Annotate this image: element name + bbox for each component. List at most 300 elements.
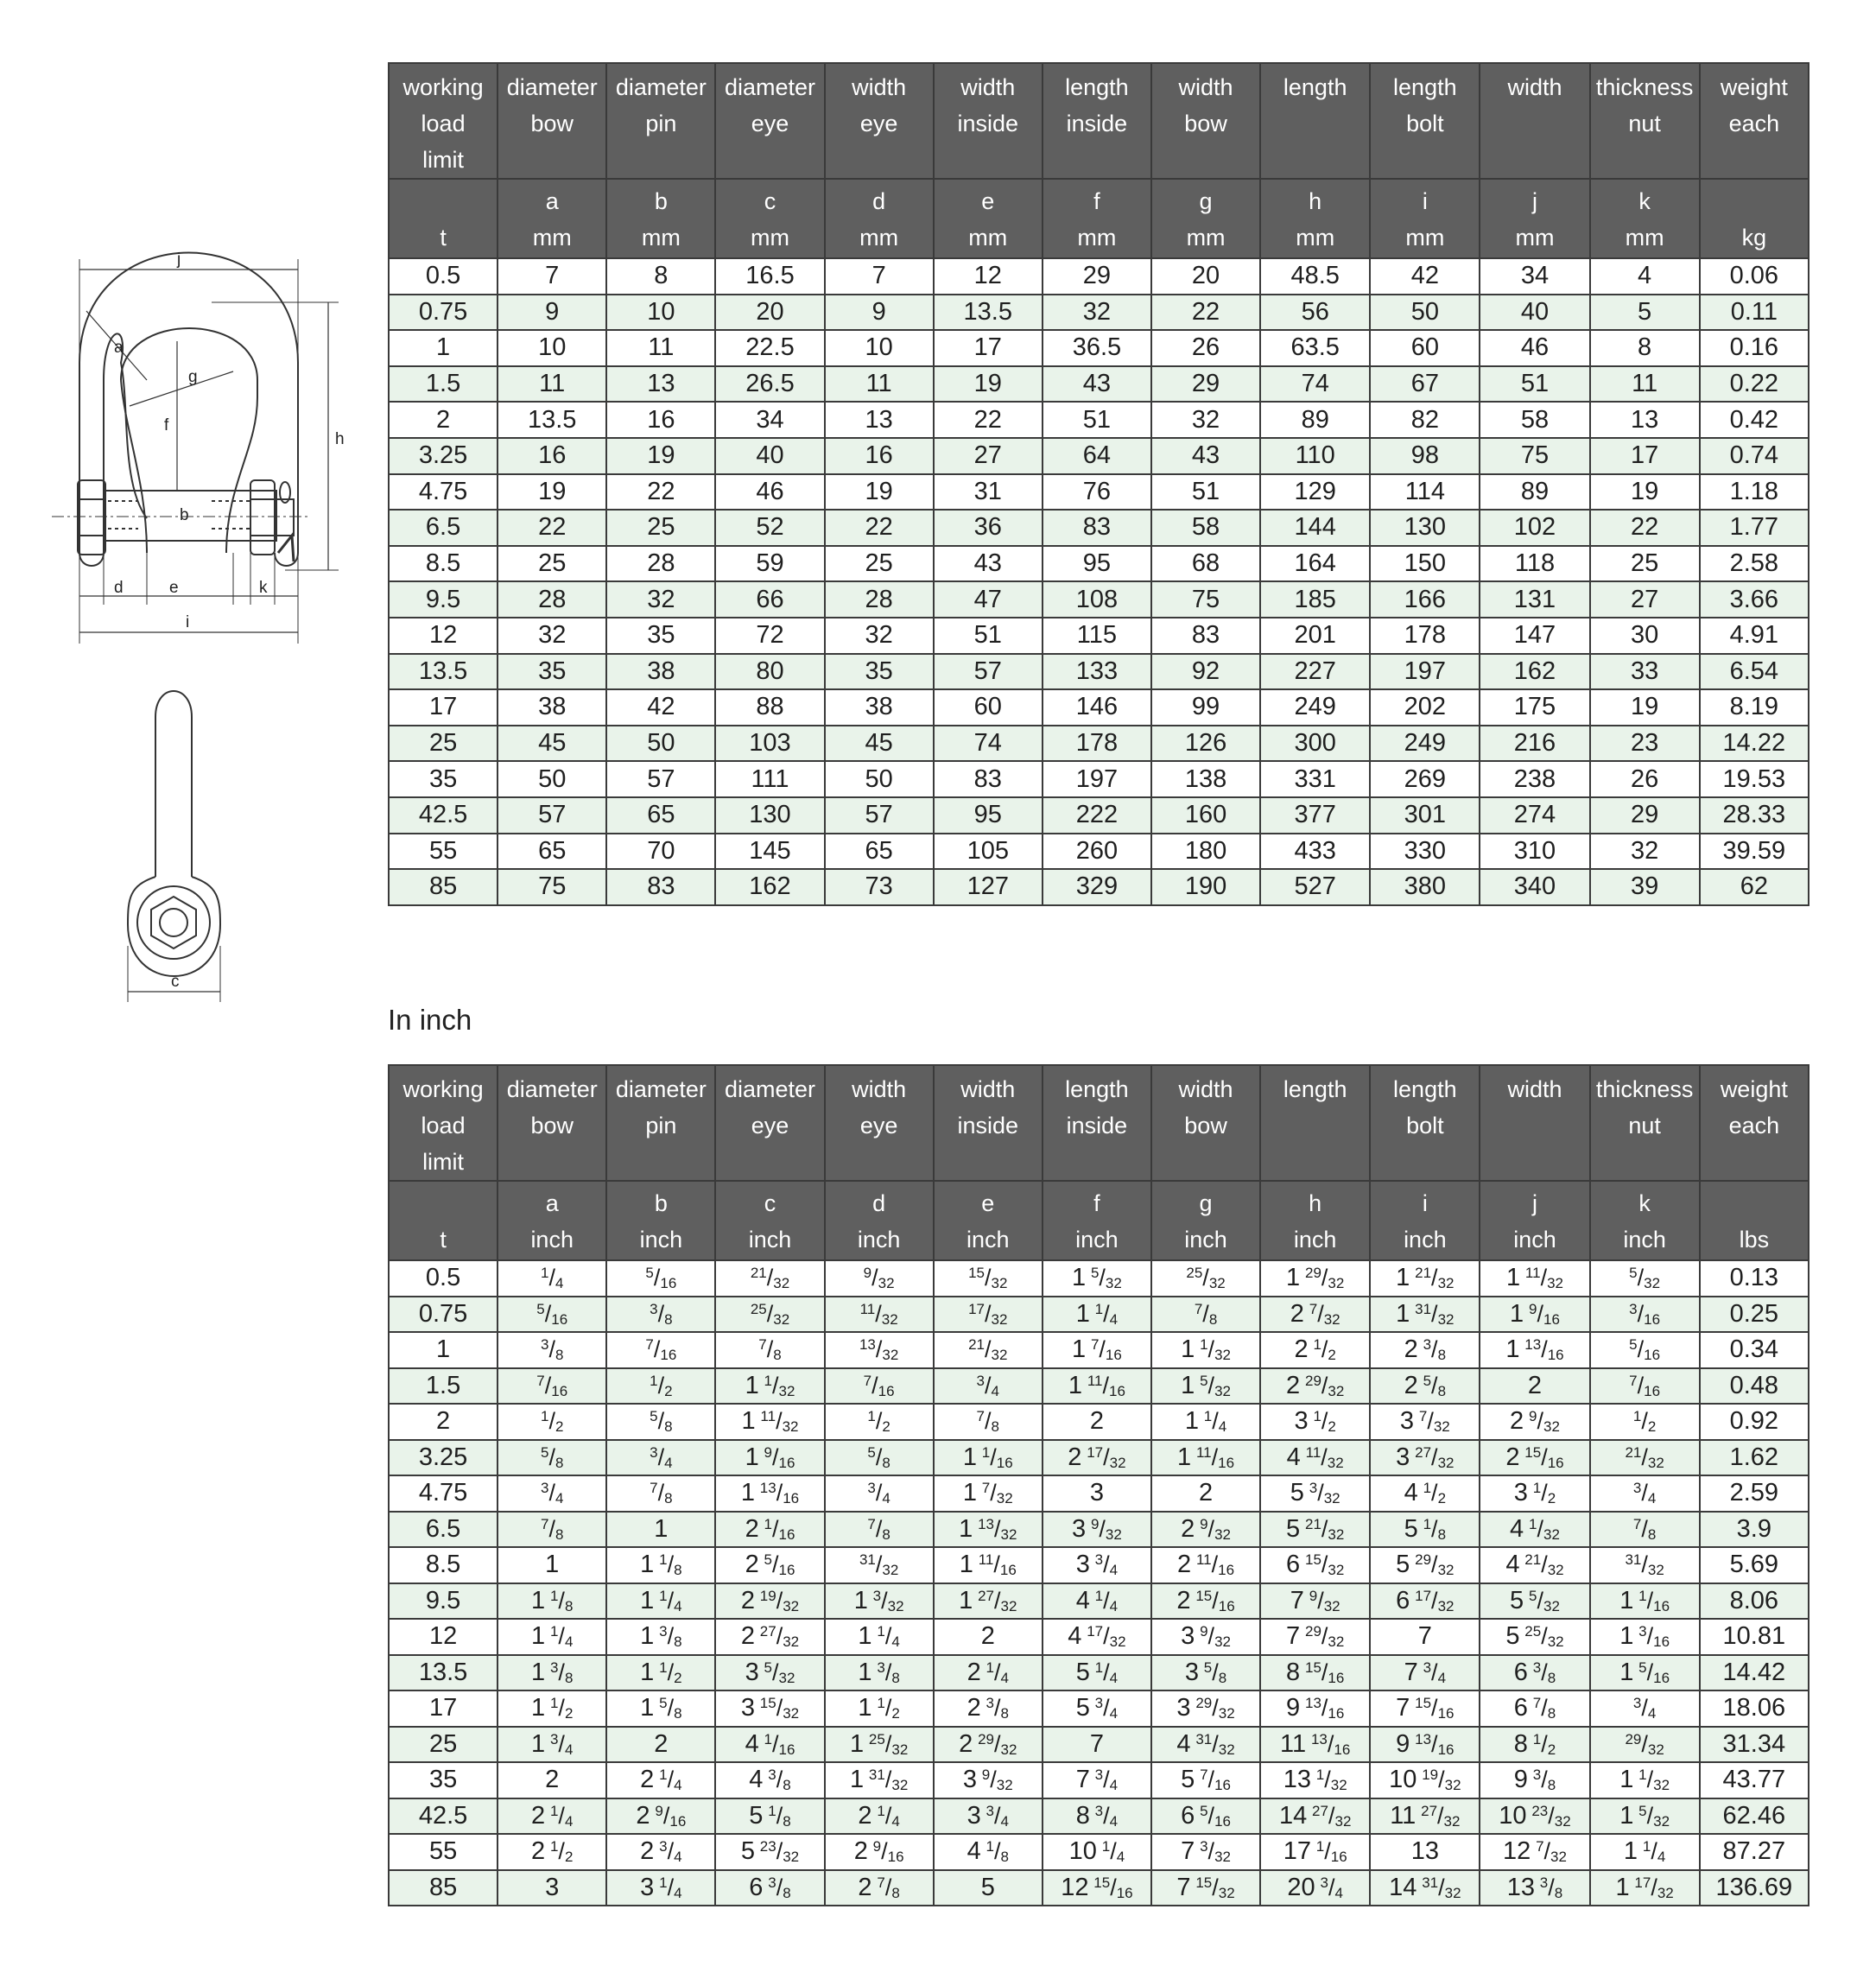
table-cell: 89 (1260, 402, 1370, 438)
table-cell: 7 $^{15}/_{16}$ (1370, 1690, 1480, 1727)
table-cell: 1 $^1/_4$ (1151, 1404, 1260, 1440)
column-letter: d (872, 1190, 886, 1216)
table-cell: 8.19 (1700, 689, 1809, 726)
column-unit (498, 179, 606, 258)
table-cell: 31.34 (1700, 1727, 1809, 1763)
table-cell: 7 $^3/_{32}$ (1151, 1834, 1260, 1870)
column-unit (1480, 179, 1589, 258)
column-title (606, 63, 715, 179)
table-cell: 2 (606, 1727, 715, 1763)
table-cell: 178 (1370, 618, 1480, 654)
table-cell: 22 (1151, 295, 1260, 331)
column-unit (1260, 1181, 1370, 1260)
table-cell: 4 $^1/_{16}$ (715, 1727, 824, 1763)
table-cell: 1 $^{31}/_{32}$ (1370, 1297, 1480, 1333)
table-cell: 3 (498, 1870, 606, 1906)
table-cell: 527 (1260, 869, 1370, 905)
table-cell: 2 $^1/_2$ (1260, 1332, 1370, 1368)
table-cell: 103 (715, 726, 824, 762)
table-cell: 7 (498, 258, 606, 295)
table-cell: 7 $^3/_4$ (1043, 1762, 1151, 1798)
table-cell: 5 $^{29}/_{32}$ (1370, 1547, 1480, 1583)
table-cell: 32 (1590, 834, 1700, 870)
column-title-line: diameter (724, 1076, 816, 1102)
table-cell: 2 $^9/_{32}$ (1480, 1404, 1589, 1440)
table-cell: 47 (934, 581, 1043, 618)
table-cell: 40 (1480, 295, 1589, 331)
table-cell: 20 (715, 295, 824, 331)
column-title (825, 1065, 934, 1181)
table-row (389, 869, 1809, 905)
table-cell: 25 (389, 726, 498, 762)
table-cell: 4 $^1/_2$ (1370, 1475, 1480, 1512)
table-cell: 83 (934, 761, 1043, 797)
column-letter: d (872, 188, 886, 214)
table-cell: 110 (1260, 438, 1370, 474)
table-cell: 144 (1260, 510, 1370, 546)
table-cell: 83 (1043, 510, 1151, 546)
table-cell: 1 $^1/_{32}$ (1590, 1762, 1700, 1798)
column-letter: f (1093, 1190, 1100, 1216)
table-row (389, 1440, 1809, 1476)
table-cell: 5 $^3/_{32}$ (1260, 1475, 1370, 1512)
column-unit (1590, 1181, 1700, 1260)
table-cell: 2 $^1/_4$ (606, 1762, 715, 1798)
column-letter: i (1422, 188, 1428, 214)
column-unit (606, 1181, 715, 1260)
table-cell: 130 (715, 797, 824, 834)
table-cell: 2 $^3/_8$ (934, 1690, 1043, 1727)
dimension-table-imperial (388, 1064, 1809, 1906)
table-row (389, 258, 1809, 295)
table-row (389, 402, 1809, 438)
table-cell: 12 $^7/_{32}$ (1480, 1834, 1589, 1870)
table-cell: $^{17}/_{32}$ (934, 1297, 1043, 1333)
table-cell: 22 (1590, 510, 1700, 546)
table-cell: 5 $^{25}/_{32}$ (1480, 1619, 1589, 1655)
table-cell: 85 (389, 869, 498, 905)
table-cell: 2 $^1/_4$ (498, 1798, 606, 1835)
table-cell: 80 (715, 654, 824, 690)
table-cell: 57 (825, 797, 934, 834)
column-unit (715, 1181, 824, 1260)
table-cell: 126 (1151, 726, 1260, 762)
table-cell: 377 (1260, 797, 1370, 834)
table-cell: 102 (1480, 510, 1589, 546)
table-cell: 11 (825, 366, 934, 403)
table-cell: 331 (1260, 761, 1370, 797)
table-cell: 9 (825, 295, 934, 331)
column-title-line: eye (751, 111, 789, 136)
column-title (715, 63, 824, 179)
column-title (1590, 1065, 1700, 1181)
column-unit-label: mm (1296, 225, 1335, 251)
table-row (389, 797, 1809, 834)
table-cell: 1 $^9/_{16}$ (1480, 1297, 1589, 1333)
table-cell: 2 $^1/_4$ (934, 1655, 1043, 1691)
table-cell: 2 (389, 1404, 498, 1440)
column-title-line: inside (957, 111, 1019, 136)
table-cell: 7 (1370, 1619, 1480, 1655)
table-cell: $^1/_2$ (1590, 1404, 1700, 1440)
side-view-outline (155, 691, 192, 877)
table-cell: 14 $^{31}/_{32}$ (1370, 1870, 1480, 1906)
column-title-line: load (421, 1113, 466, 1139)
column-letter: h (1309, 1190, 1322, 1216)
column-title-line: width (960, 1076, 1016, 1102)
table-cell: 4 $^1/_8$ (934, 1834, 1043, 1870)
table-cell: 105 (934, 834, 1043, 870)
column-title-line: diameter (615, 74, 707, 100)
column-unit (934, 179, 1043, 258)
table-cell: 25 (389, 1727, 498, 1763)
table-row (389, 1368, 1809, 1405)
table-cell: 5 $^1/_4$ (1043, 1655, 1151, 1691)
table-cell: 83 (606, 869, 715, 905)
column-unit-label: t (440, 225, 447, 251)
table-cell: 8.5 (389, 546, 498, 582)
table-cell: 9.5 (389, 581, 498, 618)
table-cell: 2 $^9/_{32}$ (1151, 1512, 1260, 1548)
table-cell: 27 (934, 438, 1043, 474)
table-cell: 108 (1043, 581, 1151, 618)
table-cell: 16.5 (715, 258, 824, 295)
table-cell: 55 (389, 834, 498, 870)
table-cell: 166 (1370, 581, 1480, 618)
table-cell: 6 $^{17}/_{32}$ (1370, 1583, 1480, 1620)
table-cell: 17 (1590, 438, 1700, 474)
table-cell: 1 $^1/_{16}$ (1590, 1583, 1700, 1620)
table-header-units (389, 1181, 1809, 1260)
table-cell: 1 $^1/_2$ (825, 1690, 934, 1727)
table-cell: $^{31}/_{32}$ (825, 1547, 934, 1583)
table-cell: 19 (1590, 689, 1700, 726)
column-title (1370, 63, 1480, 179)
column-unit (606, 179, 715, 258)
table-cell: 58 (1151, 510, 1260, 546)
bolt-end (275, 499, 294, 536)
column-title (1370, 1065, 1480, 1181)
table-cell: 43 (1043, 366, 1151, 403)
column-title-line: length (1393, 74, 1457, 100)
table-cell: $^5/_{32}$ (1590, 1260, 1700, 1297)
table-cell: 64 (1043, 438, 1151, 474)
column-title-line: weight (1720, 74, 1788, 100)
column-unit-label: mm (1405, 225, 1445, 251)
table-cell: 66 (715, 581, 824, 618)
column-title (715, 1065, 824, 1181)
column-title (1043, 63, 1151, 179)
column-unit (1151, 1181, 1260, 1260)
column-title (1700, 1065, 1809, 1181)
table-cell: 3 $^1/_4$ (606, 1870, 715, 1906)
table-cell: 46 (715, 474, 824, 511)
column-unit-label: inch (530, 1227, 574, 1253)
label-b: b (180, 506, 189, 524)
table-cell: 3.25 (389, 438, 498, 474)
column-title-line: working (402, 1076, 484, 1102)
table-cell: 2 $^{27}/_{32}$ (715, 1619, 824, 1655)
column-unit (1370, 1181, 1480, 1260)
table-cell: 40 (715, 438, 824, 474)
table-cell: 68 (1151, 546, 1260, 582)
table-cell: $^{13}/_{32}$ (825, 1332, 934, 1368)
table-cell: 8 $^1/_2$ (1480, 1727, 1589, 1763)
table-cell: 0.48 (1700, 1368, 1809, 1405)
table-row (389, 474, 1809, 511)
table-cell: 23 (1590, 726, 1700, 762)
column-title-line: width (1178, 1076, 1233, 1102)
table-cell: $^7/_8$ (934, 1404, 1043, 1440)
table-cell: 57 (498, 797, 606, 834)
table-cell: 34 (715, 402, 824, 438)
column-unit-label: mm (968, 225, 1008, 251)
table-cell: $^7/_8$ (825, 1512, 934, 1548)
table-cell: 0.74 (1700, 438, 1809, 474)
column-unit-label: mm (1625, 225, 1664, 251)
table-cell: 4.75 (389, 474, 498, 511)
column-title-line: length (1283, 1076, 1347, 1102)
table-cell: 1 $^1/_4$ (1043, 1297, 1151, 1333)
table-cell: 32 (606, 581, 715, 618)
column-title-line: nut (1628, 1113, 1661, 1139)
table-row (389, 1297, 1809, 1333)
table-cell: 0.42 (1700, 402, 1809, 438)
table-cell: 3 $^5/_{32}$ (715, 1655, 824, 1691)
table-cell: 1 $^{17}/_{32}$ (1590, 1870, 1700, 1906)
table-cell: 32 (825, 618, 934, 654)
table-cell: 17 $^1/_{16}$ (1260, 1834, 1370, 1870)
table-cell: 65 (606, 797, 715, 834)
table-cell: 162 (715, 869, 824, 905)
column-unit-label: kg (1741, 225, 1767, 251)
shackle-diagram-svg (0, 0, 380, 1037)
table-cell: 16 (606, 402, 715, 438)
dimension-table-metric (388, 62, 1809, 906)
table-cell: 111 (715, 761, 824, 797)
table-cell: 2 $^7/_8$ (825, 1870, 934, 1906)
table-row (389, 1583, 1809, 1620)
table-cell: $^1/_2$ (498, 1404, 606, 1440)
table-cell: 301 (1370, 797, 1480, 834)
column-letter (390, 183, 497, 219)
table-cell: 2 $^3/_8$ (1370, 1332, 1480, 1368)
column-title-line: thickness (1595, 74, 1694, 100)
column-title (825, 63, 934, 179)
column-title-line: width (852, 1076, 907, 1102)
table-cell: 1 $^{11}/_{16}$ (934, 1547, 1043, 1583)
table-cell: 115 (1043, 618, 1151, 654)
table-cell: 2 (1151, 1475, 1260, 1512)
table-cell: 25 (498, 546, 606, 582)
table-cell: 1 $^3/_8$ (606, 1619, 715, 1655)
table-cell: 2 $^5/_{16}$ (715, 1547, 824, 1583)
column-title-line: working (402, 74, 484, 100)
table-row (389, 1690, 1809, 1727)
column-unit (498, 1181, 606, 1260)
table-cell: 32 (498, 618, 606, 654)
table-cell: $^3/_4$ (825, 1475, 934, 1512)
table-cell: 3 $^{27}/_{32}$ (1370, 1440, 1480, 1476)
table-cell: 65 (825, 834, 934, 870)
table-cell: 13 (1370, 1834, 1480, 1870)
column-title-line: eye (751, 1113, 789, 1139)
table-cell: 2 $^{17}/_{32}$ (1043, 1440, 1151, 1476)
table-cell: 12 (934, 258, 1043, 295)
column-title-line: eye (859, 1113, 898, 1139)
table-cell: $^5/_8$ (825, 1440, 934, 1476)
table-cell: 3 (1043, 1475, 1151, 1512)
column-title (1043, 1065, 1151, 1181)
table-cell: 178 (1043, 726, 1151, 762)
column-letter: a (545, 188, 559, 214)
column-unit-label: inch (639, 1227, 683, 1253)
table-cell: 42.5 (389, 1798, 498, 1835)
table-cell: 59 (715, 546, 824, 582)
table-cell: 70 (606, 834, 715, 870)
table-cell: 67 (1370, 366, 1480, 403)
table-cell: 0.5 (389, 1260, 498, 1297)
table-cell: 2 (389, 402, 498, 438)
table-cell: 2 $^{11}/_{16}$ (1151, 1547, 1260, 1583)
column-title-line: diameter (724, 74, 816, 100)
column-unit-label: mm (1077, 225, 1117, 251)
table-cell: 19 (934, 366, 1043, 403)
table-cell: 145 (715, 834, 824, 870)
table-cell: $^{11}/_{32}$ (825, 1297, 934, 1333)
table-cell: 118 (1480, 546, 1589, 582)
column-title-line: width (960, 74, 1016, 100)
table-cell: 32 (1043, 295, 1151, 331)
table-cell: 162 (1480, 654, 1589, 690)
table-cell: 0.92 (1700, 1404, 1809, 1440)
table-cell: 10 (825, 330, 934, 366)
table-cell: 138 (1151, 761, 1260, 797)
table-body-metric (389, 258, 1809, 905)
table-cell: 9 (498, 295, 606, 331)
table-cell: $^7/_8$ (715, 1332, 824, 1368)
table-cell: 1 $^1/_2$ (498, 1690, 606, 1727)
table-cell: $^7/_{16}$ (825, 1368, 934, 1405)
table-cell: 2 $^7/_{32}$ (1260, 1297, 1370, 1333)
table-cell: 35 (825, 654, 934, 690)
table-cell: 25 (825, 546, 934, 582)
table-cell: 1.62 (1700, 1440, 1809, 1476)
table-row (389, 618, 1809, 654)
table-cell: $^5/_8$ (606, 1404, 715, 1440)
table-cell: 2 $^1/_{16}$ (715, 1512, 824, 1548)
table-cell: 57 (934, 654, 1043, 690)
table-cell: 1 $^{29}/_{32}$ (1260, 1260, 1370, 1297)
table-cell: 130 (1370, 510, 1480, 546)
column-letter: i (1422, 1190, 1428, 1216)
column-unit (1370, 179, 1480, 258)
table-cell: 7 $^3/_4$ (1370, 1655, 1480, 1691)
column-letter: e (981, 188, 995, 214)
table-cell: 75 (1480, 438, 1589, 474)
table-cell: 147 (1480, 618, 1589, 654)
table-cell: 39 (1590, 869, 1700, 905)
table-cell: 7 $^{29}/_{32}$ (1260, 1619, 1370, 1655)
table-cell: 13 $^3/_8$ (1480, 1870, 1589, 1906)
table-cell: 0.22 (1700, 366, 1809, 403)
table-cell: 89 (1480, 474, 1589, 511)
table-cell: 300 (1260, 726, 1370, 762)
table-cell: 1 $^1/_4$ (498, 1619, 606, 1655)
table-cell: 6 $^5/_{16}$ (1151, 1798, 1260, 1835)
table-cell: 1 $^3/_4$ (498, 1727, 606, 1763)
table-cell: 34 (1480, 258, 1589, 295)
table-cell: 16 (825, 438, 934, 474)
column-title (1151, 1065, 1260, 1181)
column-title-line: diameter (506, 74, 598, 100)
table-cell: 2 (934, 1619, 1043, 1655)
table-cell: 1 $^{11}/_{16}$ (1043, 1368, 1151, 1405)
table-cell: 3 $^9/_{32}$ (934, 1762, 1043, 1798)
table-cell: 11 $^{13}/_{16}$ (1260, 1727, 1370, 1763)
table-cell: 2 $^{15}/_{16}$ (1480, 1440, 1589, 1476)
table-cell: 2 (1480, 1368, 1589, 1405)
column-title-line: bow (530, 1113, 574, 1139)
table-cell: 2 (498, 1762, 606, 1798)
table-cell: 42 (1370, 258, 1480, 295)
table-cell: $^{29}/_{32}$ (1590, 1727, 1700, 1763)
column-title-line: inside (957, 1113, 1019, 1139)
column-letter: k (1638, 188, 1651, 214)
table-cell: 13 (1590, 402, 1700, 438)
table-cell: 13.5 (389, 1655, 498, 1691)
label-a: a (114, 339, 124, 357)
table-cell: 51 (1043, 402, 1151, 438)
column-unit-label: inch (748, 1227, 792, 1253)
table-cell: 50 (1370, 295, 1480, 331)
table-row (389, 438, 1809, 474)
table-cell: 10 (606, 295, 715, 331)
table-cell: 3 $^{29}/_{32}$ (1151, 1690, 1260, 1727)
table-row (389, 834, 1809, 870)
table-cell: 4 $^{21}/_{32}$ (1480, 1547, 1589, 1583)
column-unit-label: inch (1184, 1227, 1227, 1253)
table-cell: 1 $^7/_{32}$ (934, 1475, 1043, 1512)
column-title (1151, 63, 1260, 179)
table-cell: 150 (1370, 546, 1480, 582)
table-cell: 433 (1260, 834, 1370, 870)
table-cell: 310 (1480, 834, 1589, 870)
table-cell: 3 $^7/_{32}$ (1370, 1404, 1480, 1440)
table-cell: 9.5 (389, 1583, 498, 1620)
column-title (934, 63, 1043, 179)
table-cell: 180 (1151, 834, 1260, 870)
table-cell: 1 $^7/_{16}$ (1043, 1332, 1151, 1368)
table-cell: 1 $^{21}/_{32}$ (1370, 1260, 1480, 1297)
table-cell: $^3/_4$ (1590, 1690, 1700, 1727)
table-cell: $^{25}/_{32}$ (715, 1297, 824, 1333)
label-k: k (259, 579, 268, 597)
table-cell: 0.34 (1700, 1332, 1809, 1368)
table-cell: 0.25 (1700, 1297, 1809, 1333)
table-cell: 60 (1370, 330, 1480, 366)
column-unit-label: mm (1186, 225, 1226, 251)
table-cell: $^5/_{16}$ (498, 1297, 606, 1333)
table-cell: 1 $^1/_4$ (1590, 1834, 1700, 1870)
table-cell: 260 (1043, 834, 1151, 870)
table-cell: 1 $^1/_{16}$ (934, 1440, 1043, 1476)
table-cell: 14.42 (1700, 1655, 1809, 1691)
table-cell: 30 (1590, 618, 1700, 654)
table-cell: 127 (934, 869, 1043, 905)
table-cell: 27 (1590, 581, 1700, 618)
table-cell: 4 $^1/_{32}$ (1480, 1512, 1589, 1548)
